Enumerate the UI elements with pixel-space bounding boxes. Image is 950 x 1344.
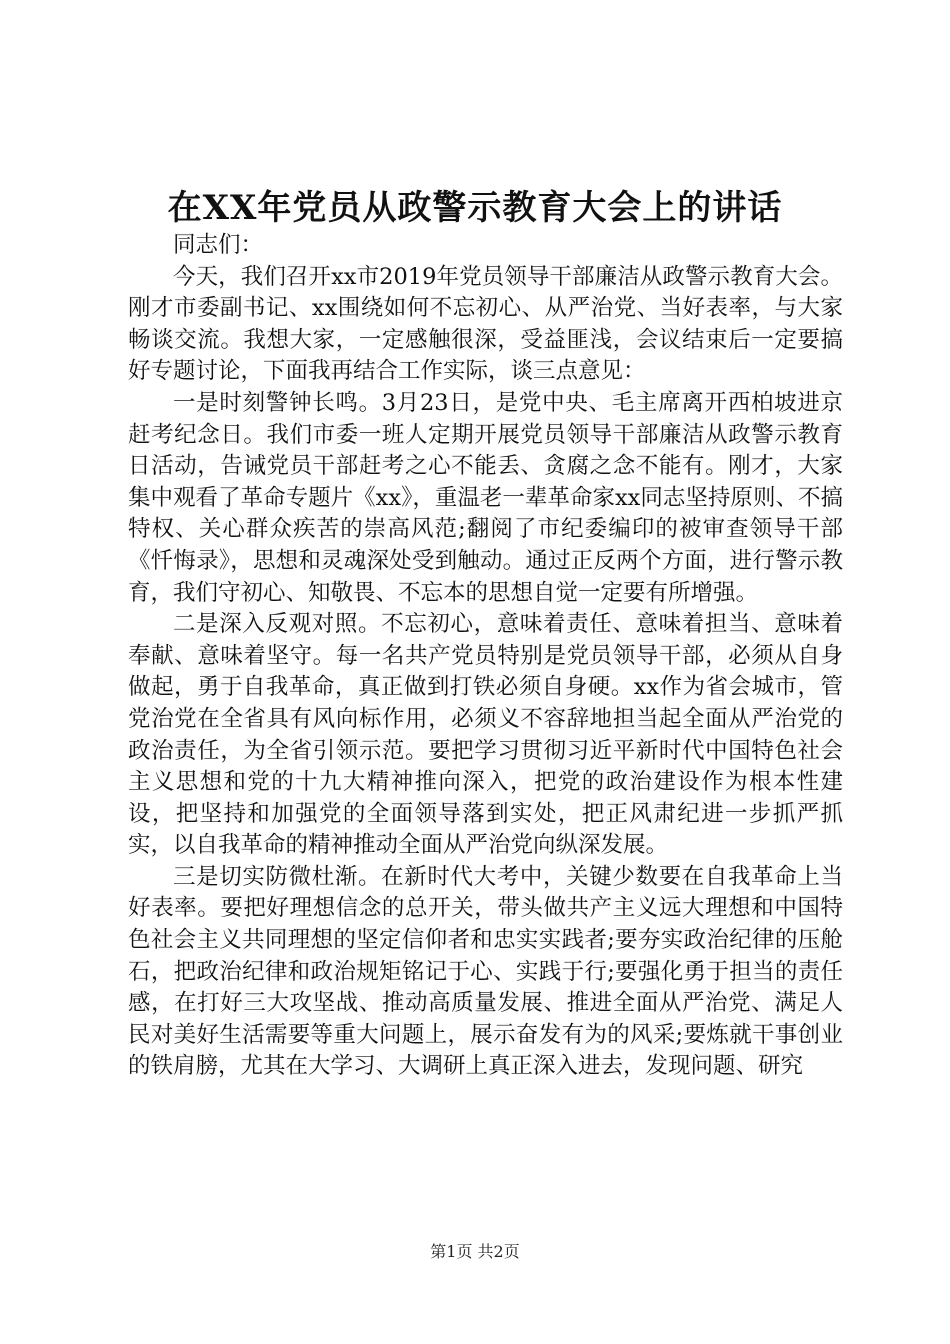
paragraph-intro: 今天，我们召开xx市2019年党员领导干部廉洁从政警示教育大会。刚才市委副书记、xx围绕如何不忘初心、从严治党、当好表率，与大家畅谈交流。我想大家，一定感触很深，受益匪浅，会议结束后一定要搞好专题讨论，下面我再结合工作实际，谈三点意见： xyxy=(128,263,843,385)
document-title: 在XX年党员从政警示教育大会上的讲话 xyxy=(167,188,783,228)
document-body xyxy=(128,230,843,1083)
page-number-footer: 第1页 共2页 xyxy=(430,1242,520,1261)
paragraph-point-two: 二是深入反观对照。不忘初心，意味着责任、意味着担当、意味着奉献、意味着坚守。每一名共产党员特别是党员领导干部，必须从自身做起，勇于自我革命，真正做到打铁必须自身硬。xx作为省会城市，管党治党在全省具有风向标作用，必须义不容辞地担当起全面从严治党的政治责任，为全省引领示范。要把学习贯彻习近平新时代中国特色社会主义思想和党的十九大精神推向深入，把党的政治建设作为根本性建设，把坚持和加强党的全面领导落到实处，把正风肃纪进一步抓严抓实，以自我革命的精神推动全面从严治党向纵深发展。 xyxy=(128,611,843,859)
salutation: 同志们： xyxy=(173,232,264,258)
paragraph-point-one: 一是时刻警钟长鸣。3月23日，是党中央、毛主席离开西柏坡进京赶考纪念日。我们市委一班人定期开展党员领导干部廉洁从政警示教育日活动，告诫党员干部赶考之心不能丢、贪腐之念不能有。刚才，大家集中观看了革命专题片《xx》，重温老一辈革命家xx同志坚持原则、不搞特权、关心群众疾苦的崇高风范;翻阅了市纪委编印的被审查领导干部《忏悔录》，思想和灵魂深处受到触动。通过正反两个方面，进行警示教育，我们守初心、知敬畏、不忘本的思想自觉一定要有所增强。 xyxy=(128,389,843,606)
paragraph-point-three: 三是切实防微杜渐。在新时代大考中，关键少数要在自我革命上当好表率。要把好理想信念的总开关，带头做共产主义远大理想和中国特色社会主义共同理想的坚定信仰者和忠实实践者;要夯实政治纪律的压舱石，把政治纪律和政治规矩铭记于心、实践于行;要强化勇于担当的责任感，在打好三大攻坚战、推动高质量发展、推进全面从严治党、满足人民对美好生活需要等重大问题上，展示奋发有为的风采;要炼就干事创业的铁肩膀，尤其在大学习、大调研上真正深入进去，发现问题、研究 xyxy=(128,863,843,1080)
